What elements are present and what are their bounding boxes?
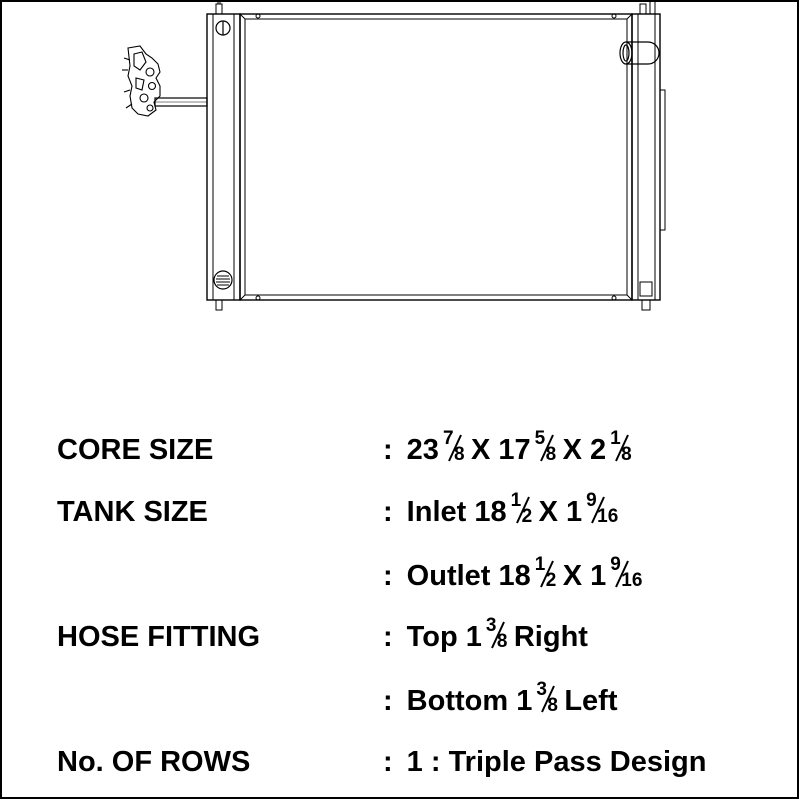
spec-text: 1 : Triple Pass Design: [406, 746, 707, 778]
spec-label: TANK SIZE: [57, 496, 208, 528]
spec-colon: :: [383, 685, 393, 717]
spec-colon: :: [383, 560, 393, 592]
spec-row: [0, 617, 800, 667]
right-tank: [632, 0, 665, 310]
fraction-numerator: 7: [442, 428, 454, 449]
spec-text: X 1: [562, 560, 607, 592]
spec-text: Right: [513, 621, 588, 653]
spec-row: [0, 492, 800, 542]
fraction-denominator: 8: [453, 444, 465, 465]
fraction-numerator: 9: [610, 554, 621, 575]
fraction-numerator: 1: [534, 554, 546, 575]
fraction: [586, 490, 620, 527]
fraction: [534, 554, 557, 591]
spec-text: 23: [406, 434, 439, 466]
fraction: [485, 615, 508, 652]
top-hose-outlet: [620, 42, 659, 64]
fraction: [536, 679, 558, 716]
spec-value: [383, 492, 622, 532]
spec-value: [383, 430, 634, 470]
spec-row: [0, 681, 800, 731]
spec-text: Bottom 1: [406, 685, 533, 717]
fraction-numerator: 1: [610, 428, 621, 449]
fraction-denominator: 16: [597, 506, 619, 527]
spec-text: Left: [564, 685, 618, 717]
fraction-denominator: 2: [521, 506, 533, 527]
fraction-denominator: 8: [621, 444, 632, 465]
fraction-denominator: 2: [545, 570, 557, 591]
spec-row: [0, 556, 800, 606]
spec-value: [383, 617, 588, 657]
spec-text: X 17: [470, 434, 531, 466]
spec-text: Top 1: [406, 621, 482, 653]
fraction: [510, 490, 533, 527]
fraction: [442, 428, 465, 465]
fraction: [610, 428, 632, 465]
spec-colon: :: [383, 621, 393, 653]
radiator-core: [240, 14, 632, 300]
fraction-denominator: 16: [621, 570, 643, 591]
fraction-denominator: 8: [547, 695, 558, 716]
fraction-denominator: 8: [496, 631, 508, 652]
spec-colon: :: [383, 746, 393, 778]
fraction-denominator: 8: [545, 444, 557, 465]
spec-text: X 1: [538, 496, 583, 528]
spec-value: [383, 556, 646, 596]
fraction: [610, 554, 644, 591]
spec-label: No. OF ROWS: [57, 746, 251, 778]
fraction-numerator: 3: [536, 679, 547, 700]
spec-text: Inlet 18: [406, 496, 507, 528]
fraction-numerator: 9: [586, 490, 597, 511]
fraction-numerator: 1: [510, 490, 522, 511]
fraction-numerator: 3: [485, 615, 497, 636]
spec-label: HOSE FITTING: [57, 621, 260, 653]
spec-row: [0, 430, 800, 480]
spec-text: Outlet 18: [406, 560, 531, 592]
fraction: [534, 428, 557, 465]
fraction-numerator: 5: [534, 428, 546, 449]
spec-colon: :: [383, 496, 393, 528]
spec-colon: :: [383, 434, 393, 466]
spec-text: X 2: [562, 434, 607, 466]
spec-row: [0, 742, 800, 792]
left-tank: [155, 0, 240, 310]
page-border: [1, 1, 798, 798]
mounting-bracket: [122, 46, 160, 116]
spec-value: [383, 681, 618, 721]
spec-value: [383, 742, 706, 782]
spec-label: CORE SIZE: [57, 434, 214, 466]
